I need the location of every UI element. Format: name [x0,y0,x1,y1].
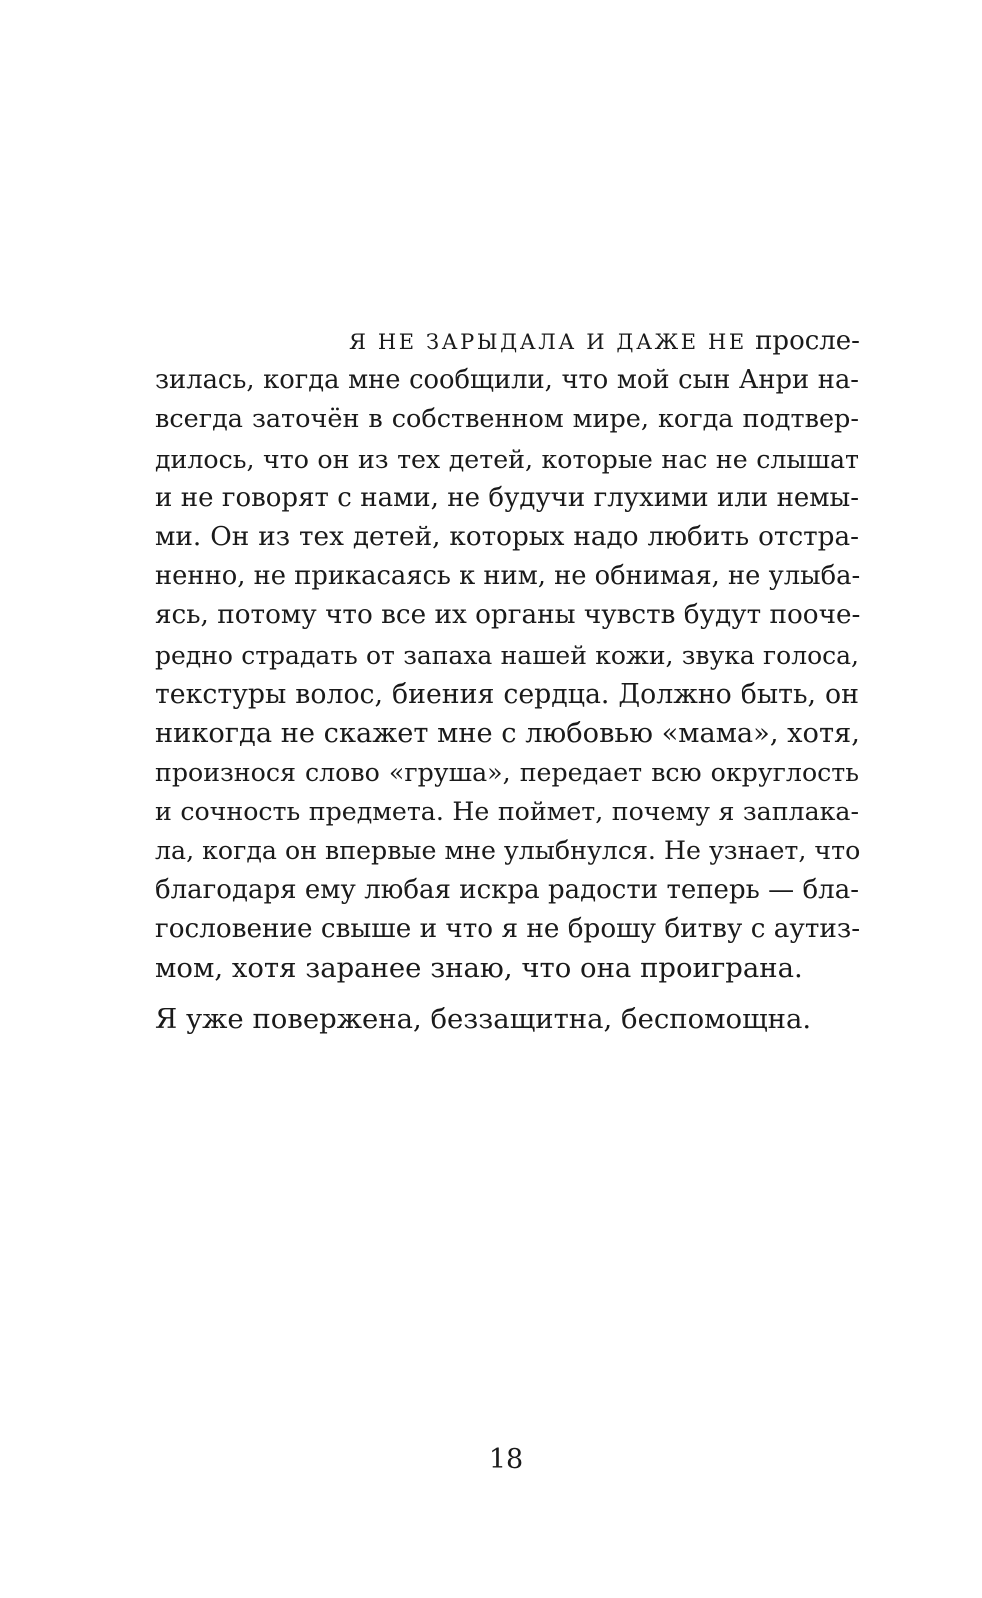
text-line: и не говорят с нами, не будучи глухими или немы- [155,482,859,513]
page-number: 18 [488,1444,524,1475]
text-line: благодаря ему любая искра радости теперь — бла- [155,874,859,905]
text-line: ясь, потому что все их органы чувств будут пооче- [155,600,861,631]
body-paragraph-1 [155,322,859,988]
text-line: и сочность предмета. Не поймет, почему я заплака- [155,797,859,827]
text-line: произнося слово «груша», передает всю округлость [155,758,859,788]
text-line: ми. Он из тех детей, которых надо любить отстра- [155,521,859,552]
text-line: никогда не скажет мне с любовью «мама», хотя, [155,717,860,749]
text-line: всегда заточён в собственном мире, когда подтвер- [155,404,859,435]
text-line: дилось, что он из тех детей, которые нас не слышат [155,444,859,474]
text-line: зилась, когда мне сообщили, что мой сын Анри на- [155,365,859,396]
text-line-last: мом, хотя заранее знаю, что она проиграна. [155,952,803,984]
small-caps-lead-in: Я НЕ ЗАРЫДАЛА И ДАЖЕ НЕ [349,330,747,354]
text-line: редно страдать от запаха нашей кожи, звука голоса, [155,640,859,670]
text-line: ла, когда он впервые мне улыбнулся. Не узнает, что [155,836,861,866]
text-line: ненно, не прикасаясь к ним, не обнимая, не улыба- [155,561,861,592]
text-line: текстуры волос, биения сердца. Должно быть, он [155,678,859,710]
body-paragraph-2: Я уже повержена, беззащитна, беспомощна. [155,1003,812,1035]
text-line: гословение свыше и что я не брошу битву с аутиз- [155,913,861,944]
text-line: Я НЕ ЗАРЫДАЛА И ДАЖЕ НЕ просле- [349,326,860,356]
